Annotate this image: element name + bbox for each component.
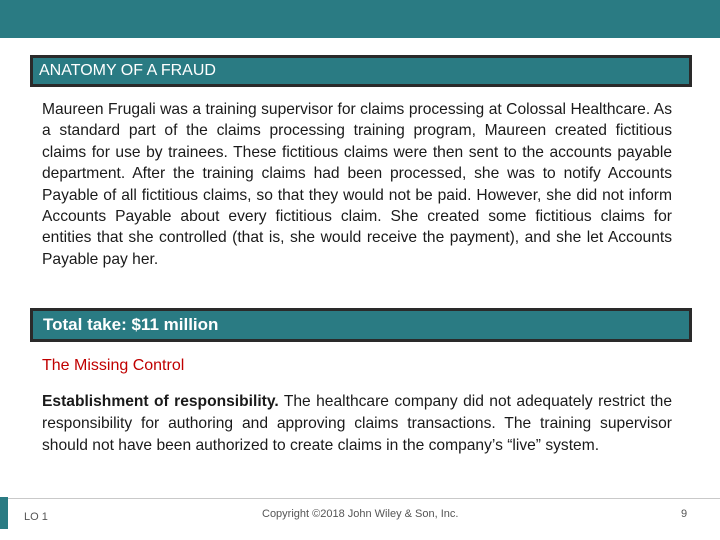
footer-divider [0,498,720,499]
missing-control-paragraph [42,391,672,456]
total-take-label: Total take: $11 million [43,315,219,334]
page-number: 9 [681,508,688,520]
control-principle: Establishment of responsibility. [42,393,279,410]
control-explanation: The healthcare company did not adequately restrict the responsibility for authoring and approving claims transactions. The training supervisor should not have been authorized to create claims in the company’s “live” system. [42,393,672,454]
banner-title: ANATOMY OF A FRAUD [39,62,216,79]
missing-control-heading: The Missing Control [42,357,185,374]
learning-objective-label: LO 1 [24,511,48,523]
fraud-story-paragraph: Maureen Frugali was a training supervisor for claims processing at Colossal Healthcare. As a standard part of the claims processing training program, Maureen created fictitious claims for use by trainees. These fictitious claims were then sent to the accounts payable department. After the training claims had been processed, she was to notify Accounts Payable of all fictitious claims, so that they would not be paid. However, she did not inform Accounts Payable about every fictitious claim. She created some fictitious claims for entities that she controlled (that is, she would receive the payment), and she let Accounts Payable pay her. [42,101,672,268]
copyright-notice: Copyright ©2018 John Wiley & Son, Inc. [262,508,459,520]
header-bar [0,0,720,38]
total-take-banner [30,308,692,342]
section-banner [30,55,692,87]
footer-accent [0,497,8,529]
